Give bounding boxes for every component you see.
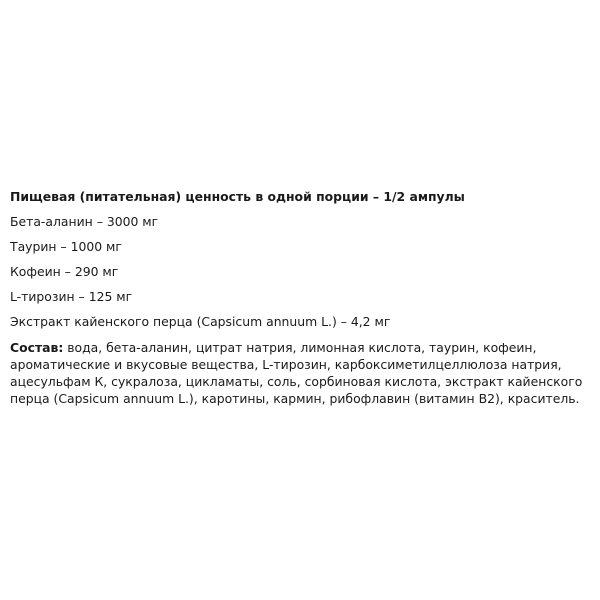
nutrition-item-taurine: Таурин – 1000 мг bbox=[10, 239, 122, 254]
composition-paragraph bbox=[10, 339, 595, 407]
nutrition-heading: Пищевая (питательная) ценность в одной порции – 1/2 ампулы bbox=[10, 189, 465, 204]
nutrition-item-caffeine: Кофеин – 290 мг bbox=[10, 264, 119, 279]
nutrition-item-cayenne-extract: Экстракт кайенского перца (Capsicum annuum L.) – 4,2 мг bbox=[10, 314, 391, 329]
composition-label: Состав: bbox=[10, 340, 64, 355]
product-description bbox=[10, 189, 595, 407]
nutrition-item-l-tyrosine: L-тирозин – 125 мг bbox=[10, 289, 133, 304]
nutrition-item-beta-alanine: Бета-аланин – 3000 мг bbox=[10, 214, 159, 229]
composition-text: вода, бета-аланин, цитрат натрия, лимонная кислота, таурин, кофеин, ароматические и вкусовые вещества, L-тирозин, карбоксиметилцеллюлоза натрия, ацесульфам К, сукралоза, цикламаты, соль, сорбиновая кислота, экстракт кайенского перца (Capsicum annuum L.), каротины, кармин, рибофлавин (витамин В2), краситель. bbox=[10, 340, 583, 406]
